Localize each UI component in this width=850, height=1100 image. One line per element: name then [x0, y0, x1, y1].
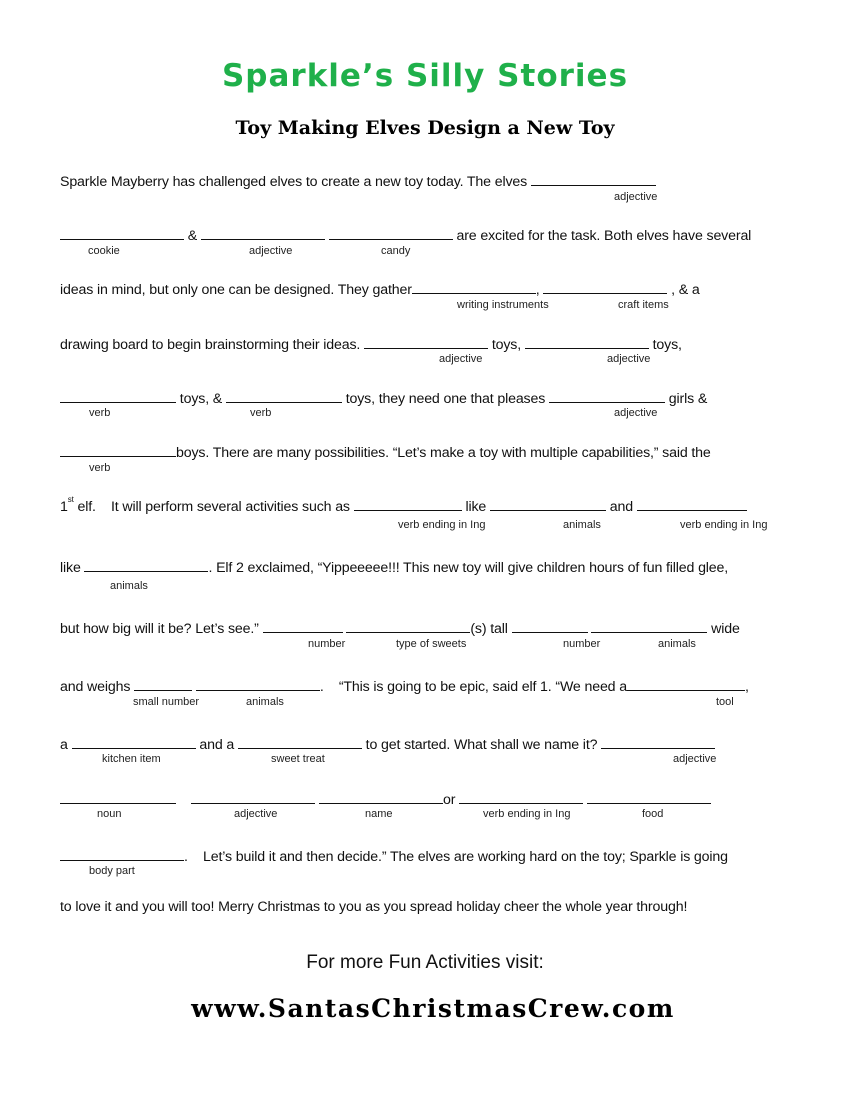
story-text: like [60, 560, 85, 576]
fill-in-blank[interactable] [525, 335, 649, 349]
blank-hint: verb [250, 407, 272, 419]
story-text: , [535, 282, 544, 298]
fill-in-blank[interactable] [587, 790, 711, 804]
story-line [60, 899, 687, 915]
story-line [60, 735, 715, 753]
blank-hint: adjective [614, 191, 658, 203]
blank-hint: sweet treat [271, 753, 325, 765]
story-text: (s) tall [470, 621, 512, 637]
story-text: 1 [60, 499, 68, 515]
story-text: . Elf 2 exclaimed, “Yippeeeee!!! This new toy will give children hours of fun filled glee, [208, 560, 729, 576]
story-line [60, 619, 740, 637]
fill-in-blank[interactable] [412, 280, 536, 294]
page-title: Sparkle’s Silly Stories [221, 58, 629, 94]
visit-prompt: For more Fun Activities visit: [306, 952, 544, 973]
fill-in-blank[interactable] [601, 735, 715, 749]
blank-hint: verb [89, 462, 111, 474]
blank-hint: number [308, 638, 346, 650]
story-line [60, 172, 656, 190]
story-text: and a [195, 737, 238, 753]
story-text [176, 792, 191, 808]
story-text: ideas in mind, but only one can be designed. They gather [60, 282, 412, 298]
fill-in-blank[interactable] [319, 790, 443, 804]
blank-hint: small number [133, 696, 200, 708]
blank-hint: animals [110, 580, 148, 592]
blank-hint: kitchen item [102, 753, 161, 765]
blank-hint: adjective [614, 407, 658, 419]
story-line [60, 847, 728, 865]
fill-in-blank[interactable] [60, 790, 176, 804]
fill-in-blank[interactable] [459, 790, 583, 804]
blank-hint: name [365, 808, 393, 820]
story-text: elf. It will perform several activities such as [73, 499, 354, 515]
blank-hint: candy [381, 245, 411, 257]
fill-in-blank[interactable] [549, 389, 665, 403]
fill-in-blank[interactable] [490, 497, 606, 511]
fill-in-blank[interactable] [627, 677, 745, 691]
story-text: are excited for the task. Both elves have several [452, 228, 752, 244]
blank-hint: tool [716, 696, 734, 708]
blank-hint: cookie [88, 245, 120, 257]
story-subtitle: Toy Making Elves Design a New Toy [235, 117, 615, 139]
fill-in-blank[interactable] [191, 790, 315, 804]
fill-in-blank[interactable] [60, 443, 176, 457]
story-line [60, 790, 711, 808]
blank-hint: verb ending in Ing [483, 808, 571, 820]
story-text: toys, [648, 337, 682, 353]
fill-in-blank[interactable] [238, 735, 362, 749]
fill-in-blank[interactable] [591, 619, 707, 633]
fill-in-blank[interactable] [60, 847, 184, 861]
fill-in-blank[interactable] [354, 497, 462, 511]
blank-hint: food [642, 808, 664, 820]
story-text: drawing board to begin brainstorming their ideas. [60, 337, 365, 353]
story-line [60, 558, 728, 576]
ordinal-suffix: st [67, 495, 74, 504]
story-text: wide [707, 621, 740, 637]
story-text: toys, they need one that pleases [341, 391, 549, 407]
story-text: but how big will it be? Let’s see.” [60, 621, 263, 637]
story-text: . “This is going to be epic, said elf 1. “We need a [319, 679, 627, 695]
fill-in-blank[interactable] [512, 619, 588, 633]
story-text: to get started. What shall we name it? [361, 737, 602, 753]
blank-hint: craft items [618, 299, 669, 311]
story-text: Sparkle Mayberry has challenged elves to create a new toy today. The elves [60, 174, 531, 190]
story-text: girls & [664, 391, 708, 407]
story-line [60, 280, 700, 298]
story-line [60, 443, 711, 461]
website-link[interactable]: www.SantasChristmasCrew.com [191, 994, 675, 1023]
blank-hint: adjective [439, 353, 483, 365]
story-line [60, 389, 707, 407]
story-line [60, 677, 749, 695]
fill-in-blank[interactable] [543, 280, 667, 294]
story-text: and [605, 499, 637, 515]
story-text: boys. There are many possibilities. “Let’s make a toy with multiple capabilities,” said the [176, 445, 711, 461]
fill-in-blank[interactable] [60, 389, 176, 403]
blank-hint: animals [246, 696, 284, 708]
blank-hint: verb [89, 407, 111, 419]
blank-hint: verb ending in Ing [398, 519, 486, 531]
blank-hint: writing instruments [457, 299, 549, 311]
story-text: to love it and you will too! Merry Christmas to you as you spread holiday cheer the whole year through! [60, 899, 688, 915]
story-text: & [184, 228, 201, 244]
fill-in-blank[interactable] [329, 226, 453, 240]
fill-in-blank[interactable] [196, 677, 320, 691]
blank-hint: adjective [607, 353, 651, 365]
fill-in-blank[interactable] [263, 619, 343, 633]
story-text: like [461, 499, 490, 515]
story-line [60, 497, 747, 515]
blank-hint: noun [97, 808, 122, 820]
fill-in-blank[interactable] [364, 335, 488, 349]
blank-hint: adjective [673, 753, 717, 765]
fill-in-blank[interactable] [60, 226, 184, 240]
story-text: . Let’s build it and then decide.” The elves are working hard on the toy; Sparkle is going [184, 849, 728, 865]
blank-hint: verb ending in Ing [680, 519, 768, 531]
story-text: and weighs [60, 679, 135, 695]
blank-hint: body part [89, 865, 135, 877]
story-text: a [60, 737, 72, 753]
fill-in-blank[interactable] [226, 389, 342, 403]
story-text: toys, [488, 337, 525, 353]
story-line [60, 335, 682, 353]
story-text: , [744, 679, 749, 695]
story-text: toys, & [176, 391, 226, 407]
story-text: , & a [667, 282, 700, 298]
fill-in-blank[interactable] [346, 619, 470, 633]
fill-in-blank[interactable] [84, 558, 208, 572]
fill-in-blank[interactable] [134, 677, 192, 691]
blank-hint: adjective [249, 245, 293, 257]
fill-in-blank[interactable] [637, 497, 747, 511]
fill-in-blank[interactable] [72, 735, 196, 749]
story-text: or [442, 792, 460, 808]
blank-hint: number [563, 638, 601, 650]
blank-hint: animals [563, 519, 601, 531]
fill-in-blank[interactable] [531, 172, 656, 186]
blank-hint: type of sweets [396, 638, 467, 650]
blank-hint: adjective [234, 808, 278, 820]
story-line [60, 226, 751, 244]
blank-hint: animals [658, 638, 696, 650]
fill-in-blank[interactable] [201, 226, 325, 240]
